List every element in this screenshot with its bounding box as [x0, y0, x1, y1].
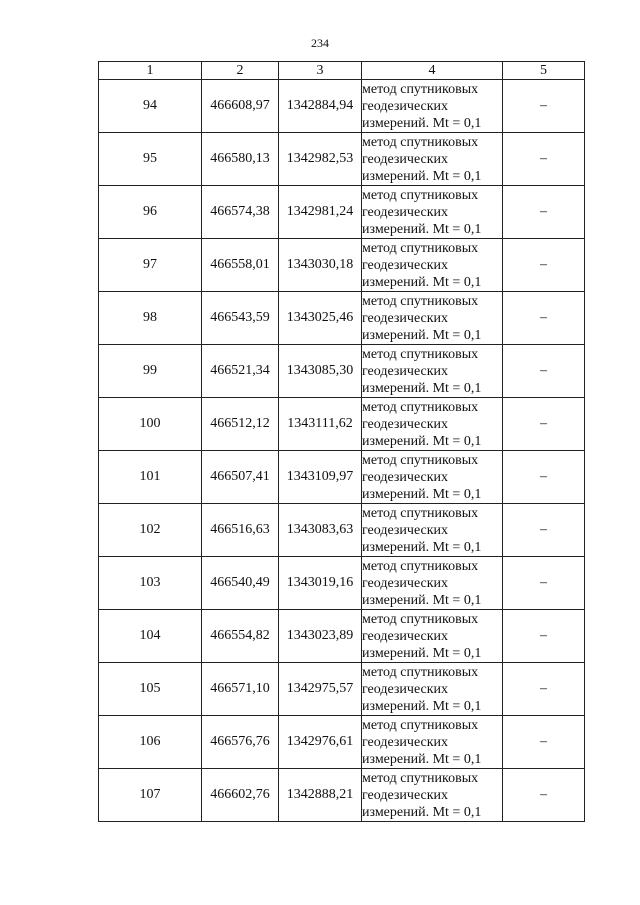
y-coordinate-cell: 1342884,94	[279, 80, 362, 133]
method-text-line: метод спутниковых	[362, 134, 479, 150]
coordinates-table	[98, 61, 585, 822]
method-text-line: измерений. Mt = 0,1	[362, 380, 482, 396]
y-coordinate-cell: 1343023,89	[279, 610, 362, 663]
y-coordinate-cell: 1343083,63	[279, 504, 362, 557]
table-row	[99, 769, 585, 822]
method-text-line: измерений. Mt = 0,1	[362, 698, 482, 714]
table-row	[99, 80, 585, 133]
point-number-cell: 102	[99, 504, 202, 557]
method-text-line: измерений. Mt = 0,1	[362, 168, 482, 184]
x-coordinate-cell: 466580,13	[202, 133, 279, 186]
method-text-line: геодезических	[362, 787, 449, 803]
method-text-line: метод спутниковых	[362, 240, 479, 256]
column-5-cell: –	[503, 716, 585, 769]
point-number-cell: 104	[99, 610, 202, 663]
y-coordinate-cell: 1343111,62	[279, 398, 362, 451]
header-col-2: 2	[202, 62, 279, 80]
x-coordinate-cell: 466543,59	[202, 292, 279, 345]
method-text-line: геодезических	[362, 522, 449, 538]
y-coordinate-cell: 1342975,57	[279, 663, 362, 716]
column-5-cell: –	[503, 557, 585, 610]
point-number-cell: 99	[99, 345, 202, 398]
method-cell	[362, 133, 503, 186]
method-text-line: геодезических	[362, 310, 449, 326]
method-text-line: метод спутниковых	[362, 452, 479, 468]
table-row	[99, 345, 585, 398]
method-cell	[362, 398, 503, 451]
method-text-line: геодезических	[362, 363, 449, 379]
method-text-line: метод спутниковых	[362, 611, 479, 627]
x-coordinate-cell: 466574,38	[202, 186, 279, 239]
column-5-cell: –	[503, 663, 585, 716]
method-text-line: геодезических	[362, 204, 449, 220]
page-number: 234	[311, 36, 329, 50]
method-text-line: метод спутниковых	[362, 346, 479, 362]
table-header-row	[99, 62, 585, 80]
method-text-line: измерений. Mt = 0,1	[362, 804, 482, 820]
column-5-cell: –	[503, 451, 585, 504]
y-coordinate-cell: 1343109,97	[279, 451, 362, 504]
method-cell	[362, 716, 503, 769]
y-coordinate-cell: 1342888,21	[279, 769, 362, 822]
method-cell	[362, 239, 503, 292]
table-row	[99, 186, 585, 239]
method-text-line: измерений. Mt = 0,1	[362, 327, 482, 343]
method-text-line: геодезических	[362, 575, 449, 591]
method-text-line: метод спутниковых	[362, 187, 479, 203]
method-cell	[362, 769, 503, 822]
table-body	[99, 80, 585, 822]
method-text-line: геодезических	[362, 257, 449, 273]
header-col-3: 3	[279, 62, 362, 80]
method-cell	[362, 292, 503, 345]
point-number-cell: 96	[99, 186, 202, 239]
x-coordinate-cell: 466571,10	[202, 663, 279, 716]
method-text-line: метод спутниковых	[362, 664, 479, 680]
method-text-line: метод спутниковых	[362, 399, 479, 415]
method-text-line: метод спутниковых	[362, 81, 479, 97]
x-coordinate-cell: 466540,49	[202, 557, 279, 610]
x-coordinate-cell: 466554,82	[202, 610, 279, 663]
point-number-cell: 105	[99, 663, 202, 716]
method-text-line: геодезических	[362, 416, 449, 432]
y-coordinate-cell: 1343019,16	[279, 557, 362, 610]
method-text-line: метод спутниковых	[362, 505, 479, 521]
x-coordinate-cell: 466576,76	[202, 716, 279, 769]
table-row	[99, 398, 585, 451]
point-number-cell: 94	[99, 80, 202, 133]
column-5-cell: –	[503, 504, 585, 557]
x-coordinate-cell: 466512,12	[202, 398, 279, 451]
method-text-line: геодезических	[362, 734, 449, 750]
table-row	[99, 610, 585, 663]
y-coordinate-cell: 1343085,30	[279, 345, 362, 398]
method-cell	[362, 557, 503, 610]
method-text-line: геодезических	[362, 98, 449, 114]
method-cell	[362, 610, 503, 663]
method-text-line: измерений. Mt = 0,1	[362, 486, 482, 502]
header-col-1: 1	[99, 62, 202, 80]
method-text-line: геодезических	[362, 151, 449, 167]
column-5-cell: –	[503, 398, 585, 451]
point-number-cell: 103	[99, 557, 202, 610]
x-coordinate-cell: 466602,76	[202, 769, 279, 822]
y-coordinate-cell: 1343030,18	[279, 239, 362, 292]
column-5-cell: –	[503, 239, 585, 292]
column-5-cell: –	[503, 186, 585, 239]
column-5-cell: –	[503, 80, 585, 133]
x-coordinate-cell: 466558,01	[202, 239, 279, 292]
column-5-cell: –	[503, 133, 585, 186]
method-cell	[362, 80, 503, 133]
header-col-4: 4	[362, 62, 503, 80]
method-text-line: измерений. Mt = 0,1	[362, 115, 482, 131]
method-text-line: измерений. Mt = 0,1	[362, 751, 482, 767]
column-5-cell: –	[503, 345, 585, 398]
method-text-line: метод спутниковых	[362, 770, 479, 786]
y-coordinate-cell: 1343025,46	[279, 292, 362, 345]
method-cell	[362, 451, 503, 504]
method-text-line: геодезических	[362, 469, 449, 485]
method-text-line: метод спутниковых	[362, 293, 479, 309]
method-text-line: геодезических	[362, 681, 449, 697]
method-text-line: измерений. Mt = 0,1	[362, 645, 482, 661]
point-number-cell: 98	[99, 292, 202, 345]
method-text-line: измерений. Mt = 0,1	[362, 221, 482, 237]
table-row	[99, 451, 585, 504]
method-text-line: измерений. Mt = 0,1	[362, 274, 482, 290]
column-5-cell: –	[503, 610, 585, 663]
method-cell	[362, 663, 503, 716]
table-row	[99, 504, 585, 557]
method-text-line: измерений. Mt = 0,1	[362, 539, 482, 555]
method-cell	[362, 186, 503, 239]
method-text-line: измерений. Mt = 0,1	[362, 592, 482, 608]
method-cell	[362, 345, 503, 398]
x-coordinate-cell: 466521,34	[202, 345, 279, 398]
x-coordinate-cell: 466507,41	[202, 451, 279, 504]
point-number-cell: 100	[99, 398, 202, 451]
point-number-cell: 97	[99, 239, 202, 292]
point-number-cell: 95	[99, 133, 202, 186]
x-coordinate-cell: 466608,97	[202, 80, 279, 133]
point-number-cell: 106	[99, 716, 202, 769]
x-coordinate-cell: 466516,63	[202, 504, 279, 557]
table-row	[99, 716, 585, 769]
method-text-line: метод спутниковых	[362, 717, 479, 733]
table-row	[99, 663, 585, 716]
point-number-cell: 107	[99, 769, 202, 822]
point-number-cell: 101	[99, 451, 202, 504]
method-text-line: геодезических	[362, 628, 449, 644]
y-coordinate-cell: 1342982,53	[279, 133, 362, 186]
method-cell	[362, 504, 503, 557]
column-5-cell: –	[503, 769, 585, 822]
y-coordinate-cell: 1342976,61	[279, 716, 362, 769]
table-row	[99, 133, 585, 186]
table-row	[99, 292, 585, 345]
method-text-line: измерений. Mt = 0,1	[362, 433, 482, 449]
method-text-line: метод спутниковых	[362, 558, 479, 574]
table-row	[99, 557, 585, 610]
column-5-cell: –	[503, 292, 585, 345]
y-coordinate-cell: 1342981,24	[279, 186, 362, 239]
header-col-5: 5	[503, 62, 585, 80]
table-row	[99, 239, 585, 292]
